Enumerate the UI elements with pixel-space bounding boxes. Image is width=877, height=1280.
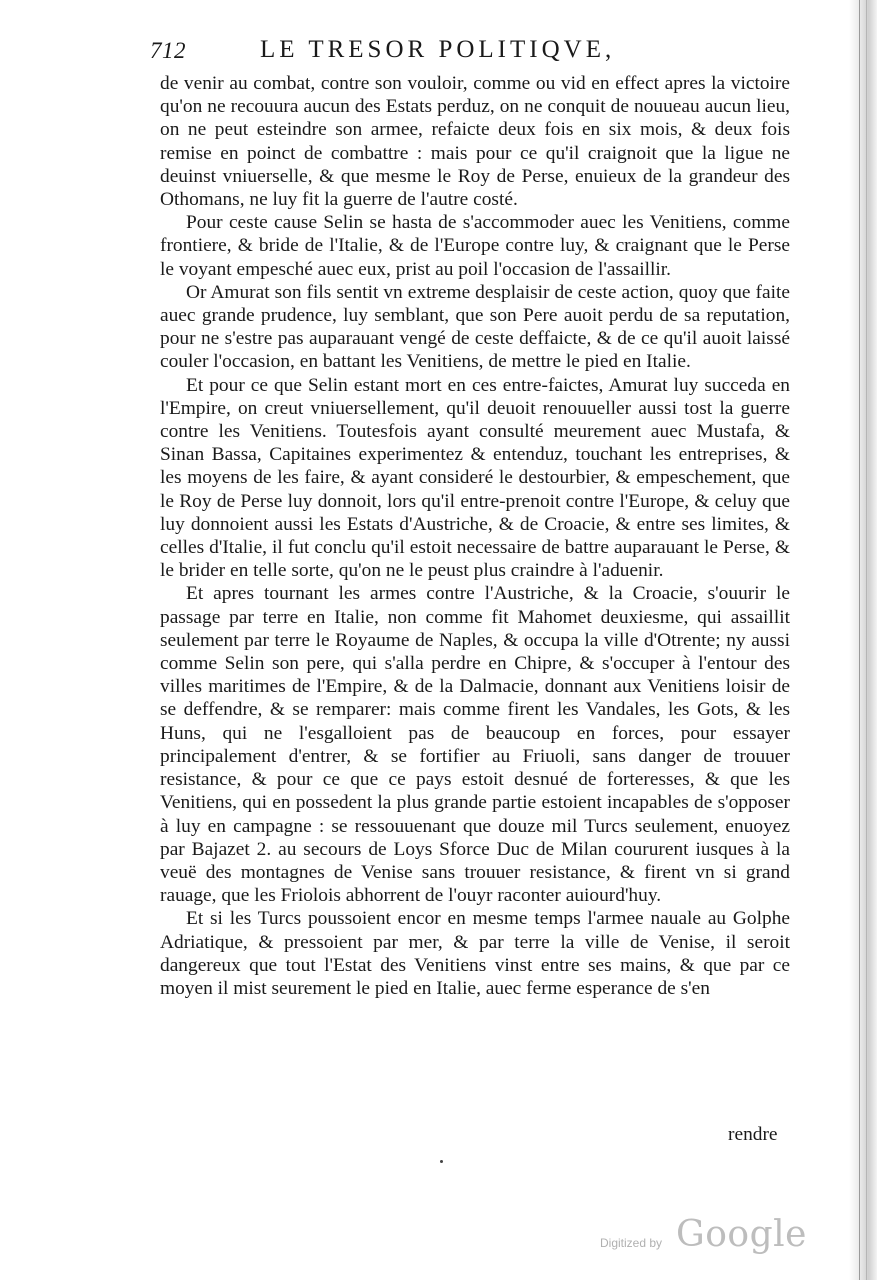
page-edge-shadow xyxy=(849,0,877,1280)
digitized-by-label: Digitized by xyxy=(600,1236,663,1250)
body-text xyxy=(160,72,790,1000)
paragraph: Or Amurat son fils sentit vn extreme desplaisir de ceste action, quoy que faite auec grande prudence, luy semblant, que son Pere auoit perdu de sa reputation, pour ne s'estre pas auparauant vengé de ceste deffaicte, & de ce qu'il auoit laissé couler l'occasion, en battant les Venitiens, de mettre le pied en Italie. xyxy=(160,281,790,373)
page-number: 712 xyxy=(150,38,186,63)
paragraph: de venir au combat, contre son vouloir, comme ou vid en effect apres la victoire qu'on ne recouura aucun des Estats perduz, on ne conquit de nouueau aucun lieu, on ne peut esteindre son armee, refaicte deux fois en six mois, & deux fois remise en poinct de combattre : mais pour ce qu'il craignoit que la ligue ne deuinst vniuerselle, & que mesme le Roy de Perse, enuieux de la grandeur des Othomans, ne luy fit la guerre de l'autre costé. xyxy=(160,73,790,211)
ink-speck xyxy=(440,1160,443,1163)
page-header xyxy=(150,38,800,72)
catchword: rendre xyxy=(728,1124,778,1145)
running-title: LE TRESOR POLITIQVE, xyxy=(260,36,616,63)
paragraph: Et apres tournant les armes contre l'Austriche, & la Croacie, s'ouurir le passage par terre en Italie, non comme fit Mahomet deuxiesme, qui assaillit seulement par terre le Royaume de Naples, & occupa la ville d'Otrente; ny aussi comme Selin son pere, qui s'alla perdre en Chipre, & s'occuper à l'entour des villes maritimes de l'Empire, & de la Dalmacie, donnant aux Venitiens loisir de se deffendre, & se remparer: mais comme firent les Vandales, les Gots, & les Huns, qui ne l'esgalloient pas de beaucoup en forces, pour essayer principalement d'entrer, & se fortifier au Friuoli, sans danger de trouuer resistance, & pour ce que ce pays estoit desnué de forteresses, & que les Venitiens, qui en possedent la plus grande partie estoient incapables de s'opposer à luy en campagne : se ressouuenant que douze mil Turcs seulement, enuoyez par Bajazet 2. au secours de Loys Sforce Duc de Milan coururent iusques à la veuë des montagnes de Venise sans trouuer resistance, & firent vn si grand rauage, que les Friolois abhorrent de l'ouyr raconter auiourd'huy. xyxy=(160,583,790,907)
google-logo: Google xyxy=(676,1214,807,1255)
paragraph: Pour ceste cause Selin se hasta de s'accommoder auec les Venitiens, comme frontiere, & bride de l'Italie, & de l'Europe contre luy, & craignant que le Perse le voyant empesché auec eux, prist au poil l'occasion de l'assaillir. xyxy=(160,212,790,280)
paragraph: Et si les Turcs poussoient encor en mesme temps l'armee nauale au Golphe Adriatique, & pressoient par mer, & par terre la ville de Venise, il seroit dangereux que tout l'Estat des Venitiens vinst entre ses mains, & que par ce moyen il mist seurement le pied en Italie, auec ferme esperance de s'en xyxy=(160,908,790,999)
paragraph: Et pour ce que Selin estant mort en ces entre-faictes, Amurat luy succeda en l'Empire, on creut vniuersellement, qu'il deuoit renouueller aussi tost la guerre contre les Venitiens. Toutesfois ayant consulté meurement auec Mustafa, & Sinan Bassa, Capitaines experimentez & entenduz, touchant les entreprises, & les moyens de les faire, & ayant consideré le destourbier, & empeschement, que le Roy de Perse luy donnoit, lors qu'il entre-prenoit contre l'Europe, & celuy que luy donnoient aussi les Estats d'Austriche, & de Croacie, & entre ses limites, & celles d'Italie, il fut conclu qu'il estoit necessaire de battre auparauant le Perse, & le brider en telle sorte, qu'on ne le peust plus craindre à l'aduenir. xyxy=(160,374,790,582)
watermark xyxy=(600,1214,807,1268)
